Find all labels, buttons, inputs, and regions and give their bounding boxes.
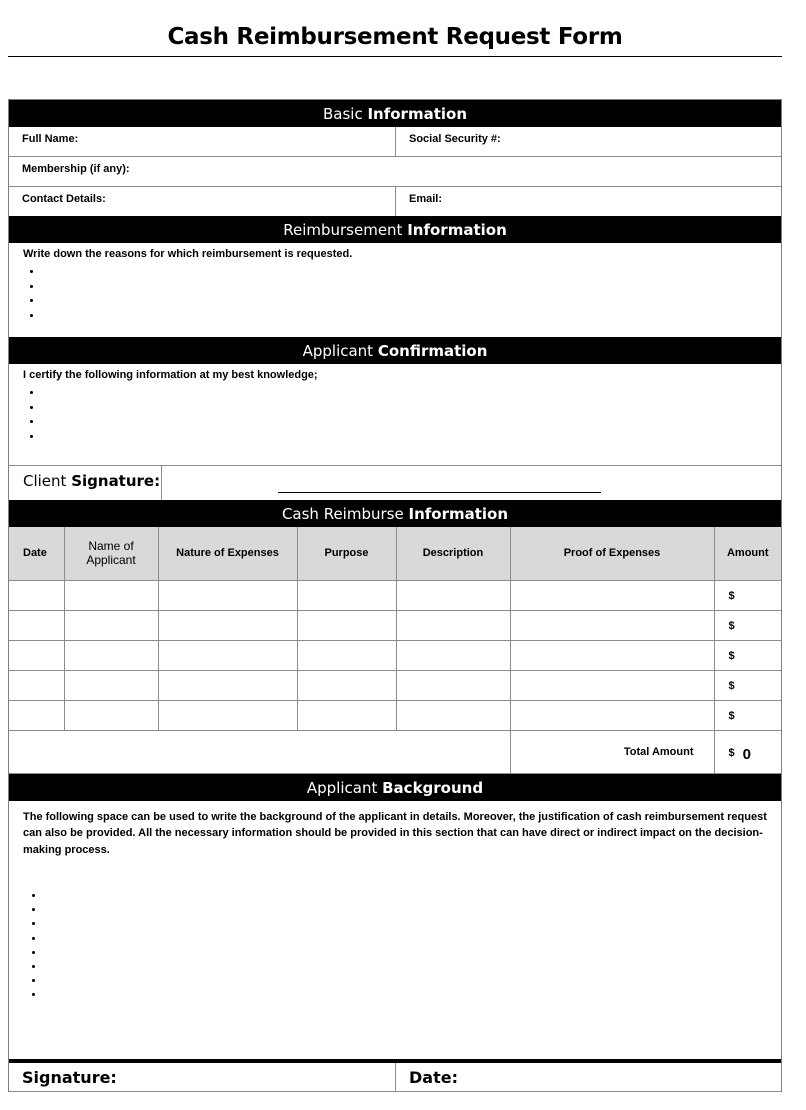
column-header-nature: Nature of Expenses xyxy=(158,527,297,580)
description-cell[interactable] xyxy=(396,700,510,730)
column-header-date: Date xyxy=(9,527,64,580)
amount-cell[interactable]: $ xyxy=(714,610,781,640)
reimbursement-bullet-list xyxy=(23,266,781,324)
date-field[interactable]: Date: xyxy=(409,1067,458,1087)
reimbursement-instruction: Write down the reasons for which reimbursement is requested. xyxy=(23,248,353,260)
purpose-cell[interactable] xyxy=(297,670,396,700)
amount-cell[interactable]: $ xyxy=(714,700,781,730)
table-row xyxy=(9,700,781,730)
proof-cell[interactable] xyxy=(510,670,714,700)
amount-cell[interactable]: $ xyxy=(714,580,781,610)
applicant-confirmation-header: Applicant Confirmation xyxy=(9,337,781,364)
basic-information-header: Basic Information xyxy=(9,100,781,127)
form-title: Cash Reimbursement Request Form xyxy=(167,24,623,50)
date-cell[interactable] xyxy=(9,670,64,700)
title-divider xyxy=(8,56,782,57)
signature-field[interactable]: Signature: xyxy=(9,1063,396,1091)
total-row xyxy=(9,730,781,773)
total-number: 0 xyxy=(742,746,751,763)
list-item[interactable] xyxy=(43,266,781,281)
column-header-description: Description xyxy=(396,527,510,580)
list-item[interactable] xyxy=(45,889,775,903)
purpose-cell[interactable] xyxy=(297,700,396,730)
nature-cell[interactable] xyxy=(158,640,297,670)
confirmation-area[interactable] xyxy=(9,364,781,466)
list-item[interactable] xyxy=(43,431,781,446)
list-item[interactable] xyxy=(43,416,781,431)
confirmation-bullet-list xyxy=(23,387,781,445)
purpose-cell[interactable] xyxy=(297,610,396,640)
list-item[interactable] xyxy=(45,946,775,960)
client-signature-field[interactable] xyxy=(162,466,781,500)
nature-cell[interactable] xyxy=(158,610,297,640)
applicant-cell[interactable] xyxy=(64,610,158,640)
reimbursement-reasons-area[interactable] xyxy=(9,243,781,337)
nature-cell[interactable] xyxy=(158,670,297,700)
full-name-field[interactable]: Full Name: xyxy=(9,127,396,156)
list-item[interactable] xyxy=(45,960,775,974)
basic-row-1 xyxy=(9,127,781,157)
ssn-field[interactable]: Social Security #: xyxy=(409,133,501,145)
background-area[interactable] xyxy=(9,801,781,1063)
contact-details-field[interactable]: Contact Details: xyxy=(9,187,396,216)
list-item[interactable] xyxy=(45,917,775,931)
list-item[interactable] xyxy=(43,281,781,296)
list-item[interactable] xyxy=(45,988,775,1002)
applicant-cell[interactable] xyxy=(64,580,158,610)
column-header-amount: Amount xyxy=(714,527,781,580)
proof-cell[interactable] xyxy=(510,580,714,610)
list-item[interactable] xyxy=(45,932,775,946)
description-cell[interactable] xyxy=(396,610,510,640)
purpose-cell[interactable] xyxy=(297,580,396,610)
table-row xyxy=(9,580,781,610)
client-signature-row xyxy=(9,466,781,500)
nature-cell[interactable] xyxy=(158,700,297,730)
description-cell[interactable] xyxy=(396,580,510,610)
nature-cell[interactable] xyxy=(158,580,297,610)
footer-row xyxy=(9,1063,781,1092)
reimbursement-information-header: Reimbursement Information xyxy=(9,216,781,243)
date-cell[interactable] xyxy=(9,610,64,640)
signature-line xyxy=(278,492,601,493)
date-cell[interactable] xyxy=(9,640,64,670)
list-item[interactable] xyxy=(43,295,781,310)
column-header-proof: Proof of Expenses xyxy=(510,527,714,580)
table-row xyxy=(9,640,781,670)
basic-row-2 xyxy=(9,157,781,187)
amount-cell[interactable]: $ xyxy=(714,670,781,700)
description-cell[interactable] xyxy=(396,670,510,700)
table-row xyxy=(9,610,781,640)
column-header-purpose: Purpose xyxy=(297,527,396,580)
basic-row-3 xyxy=(9,187,781,216)
table-header-row xyxy=(9,527,781,580)
client-signature-label: Client Signature: xyxy=(9,466,162,500)
list-item[interactable] xyxy=(43,402,781,417)
purpose-cell[interactable] xyxy=(297,640,396,670)
list-item[interactable] xyxy=(43,387,781,402)
applicant-cell[interactable] xyxy=(64,700,158,730)
total-currency: $ xyxy=(728,747,735,759)
background-instruction: The following space can be used to write the background of the applicant in details. Moreover, the justification of cash reimbursement request can also be provided. All the necessary information should be provided in this section that can have direct or indirect impact on the decision-making process. xyxy=(23,810,767,856)
applicant-cell[interactable] xyxy=(64,640,158,670)
table-row xyxy=(9,670,781,700)
proof-cell[interactable] xyxy=(510,700,714,730)
total-amount-value xyxy=(714,730,781,773)
confirmation-instruction: I certify the following information at my best knowledge; xyxy=(23,369,318,381)
list-item[interactable] xyxy=(43,310,781,325)
expenses-table xyxy=(9,527,781,774)
cash-reimburse-header: Cash Reimburse Information xyxy=(9,500,781,527)
list-item[interactable] xyxy=(45,974,775,988)
total-amount-label: Total Amount xyxy=(510,730,714,773)
total-spacer-cell xyxy=(9,730,510,773)
list-item[interactable] xyxy=(45,903,775,917)
applicant-background-header: Applicant Background xyxy=(9,774,781,801)
applicant-cell[interactable] xyxy=(64,670,158,700)
membership-field[interactable]: Membership (if any): xyxy=(22,163,130,175)
column-header-applicant: Name of Applicant xyxy=(64,527,158,580)
background-bullet-list xyxy=(23,889,775,1003)
amount-cell[interactable]: $ xyxy=(714,640,781,670)
proof-cell[interactable] xyxy=(510,640,714,670)
email-field[interactable]: Email: xyxy=(409,193,443,205)
date-cell[interactable] xyxy=(9,580,64,610)
form-body xyxy=(8,99,782,1092)
description-cell[interactable] xyxy=(396,640,510,670)
date-cell[interactable] xyxy=(9,700,64,730)
proof-cell[interactable] xyxy=(510,610,714,640)
